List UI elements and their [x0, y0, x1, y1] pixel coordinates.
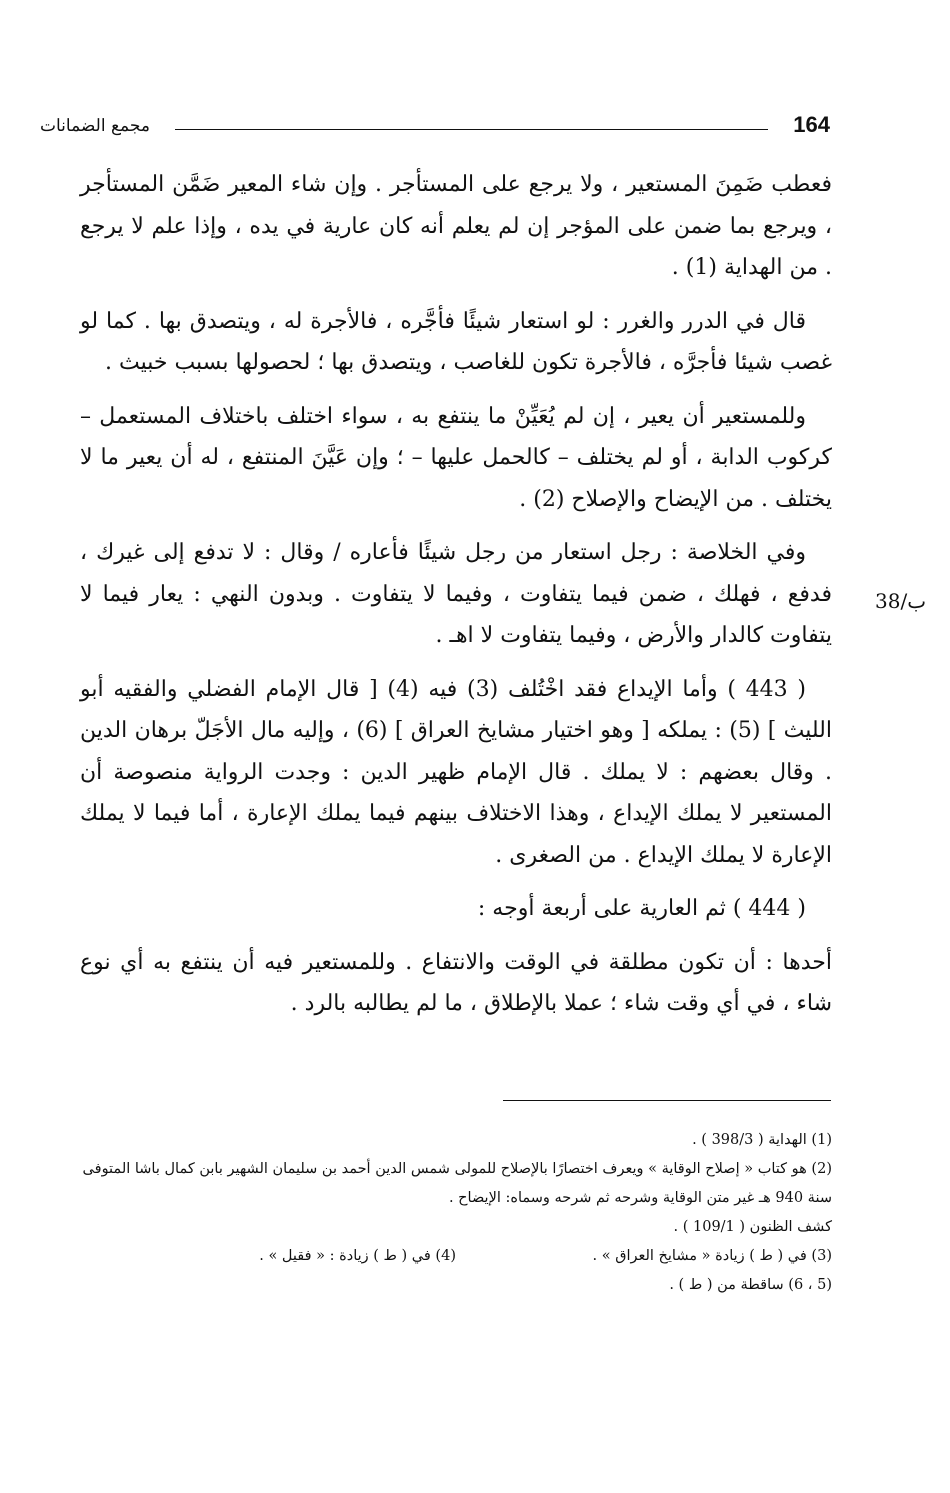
paragraph-3: وللمستعير أن يعير ، إن لم يُعَيِّنْ ما ينتفع به ، سواء اختلف باختلاف المستعمل – كركوب الدابة ، أو لم يختلف – كالحمل عليها – ؛ وإن عَيَّنَ المنتفع ، له أن يعير ما لا يختلف . من الإيضاح والإصلاح (2) . — [80, 403, 832, 512]
paragraph-1: فعطب ضَمِنَ المستعير ، ولا يرجع على المستأجر . وإن شاء المعير ضَمَّن المستأجر ، ويرجع بما ضمن على المؤجر إن لم يعلم أنه كان عارية في يده ، وإذا علم لا يرجع . من الهداية (1) . — [80, 172, 832, 280]
footnotes — [80, 1126, 832, 1300]
paragraph-443: ( 443 ) وأما الإيداع فقد اخْتُلف (3) فيه (4) [ قال الإمام الفضلي والفقيه أبو الليث ] (5) : يملكه [ وهو اختيار مشايخ العراق ] (6) ، وإليه مال الأجَلّ برهان الدين . وقال بعضهم : لا يملك . قال الإمام ظهير الدين : وجدت الرواية منصوصة أن المستعير لا يملك الإيداع ، وهذا الاختلاف بينهم فيما يملك الإعارة ، أما فيما لا يملك الإعارة لا يملك الإيداع . من الصغرى . — [80, 676, 832, 868]
paragraph-2: قال في الدرر والغرر : لو استعار شيئًا فأجَّره ، فالأجرة له ، ويتصدق بها . كما لو غصب شيئا فأجرَّه ، فالأجرة تكون للغاصب ، ويتصدق بها ؛ لحصولها بسبب خبيث . — [80, 308, 832, 375]
header-rule — [175, 129, 768, 130]
running-title: مجمع الضمانات — [40, 116, 150, 136]
footnote-2: (2) هو كتاب « إصلاح الوقاية » ويعرف اختصارًا بالإصلاح للمولى شمس الدين أحمد بن سليمان الشهير بابن كمال باشا المتوفى سنة 940 هـ غير متن الوقاية وشرحه ثم شرحه وسماه: الإيضاح . — [82, 1161, 832, 1206]
footnote-rule — [503, 1100, 831, 1101]
margin-folio-note: 38/ب — [875, 589, 927, 613]
paragraph-444: ( 444 ) ثم العارية على أربعة أوجه : — [477, 896, 806, 921]
page-number: 164 — [793, 112, 830, 137]
footnote-2-reference: كشف الظنون ( 109/1 ) . — [673, 1219, 832, 1235]
footnote-row-3-4 — [80, 1242, 832, 1271]
paragraph-4: وفي الخلاصة : رجل استعار من رجل شيئًا فأعاره / وقال : لا تدفع إلى غيرك ، فدفع ، فهلك ، ضمن فيما يتفاوت ، وفيما لا يتفاوت . وبدون النهي : يعار فيما لا يتفاوت كالدار والأرض ، وفيما يتفاوت لا اهـ . — [80, 540, 832, 648]
footnote-3: (3) في ( ط ) زيادة « مشايخ العراق » . — [592, 1248, 832, 1264]
footnote-4: (4) في ( ط ) زيادة : « فقيل » . — [259, 1248, 456, 1264]
footnote-5-6: (5 ، 6) ساقطة من ( ط ) . — [669, 1277, 832, 1293]
footnote-1: (1) الهداية ( 398/3 ) . — [692, 1132, 832, 1148]
page-header — [40, 112, 830, 148]
main-text — [80, 164, 832, 1037]
paragraph-first-type: أحدها : أن تكون مطلقة في الوقت والانتفاع . وللمستعير فيه أن ينتفع به أي نوع شاء ، في أي وقت شاء ؛ عملا بالإطلاق ، ما لم يطالبه بالرد . — [80, 949, 832, 1016]
